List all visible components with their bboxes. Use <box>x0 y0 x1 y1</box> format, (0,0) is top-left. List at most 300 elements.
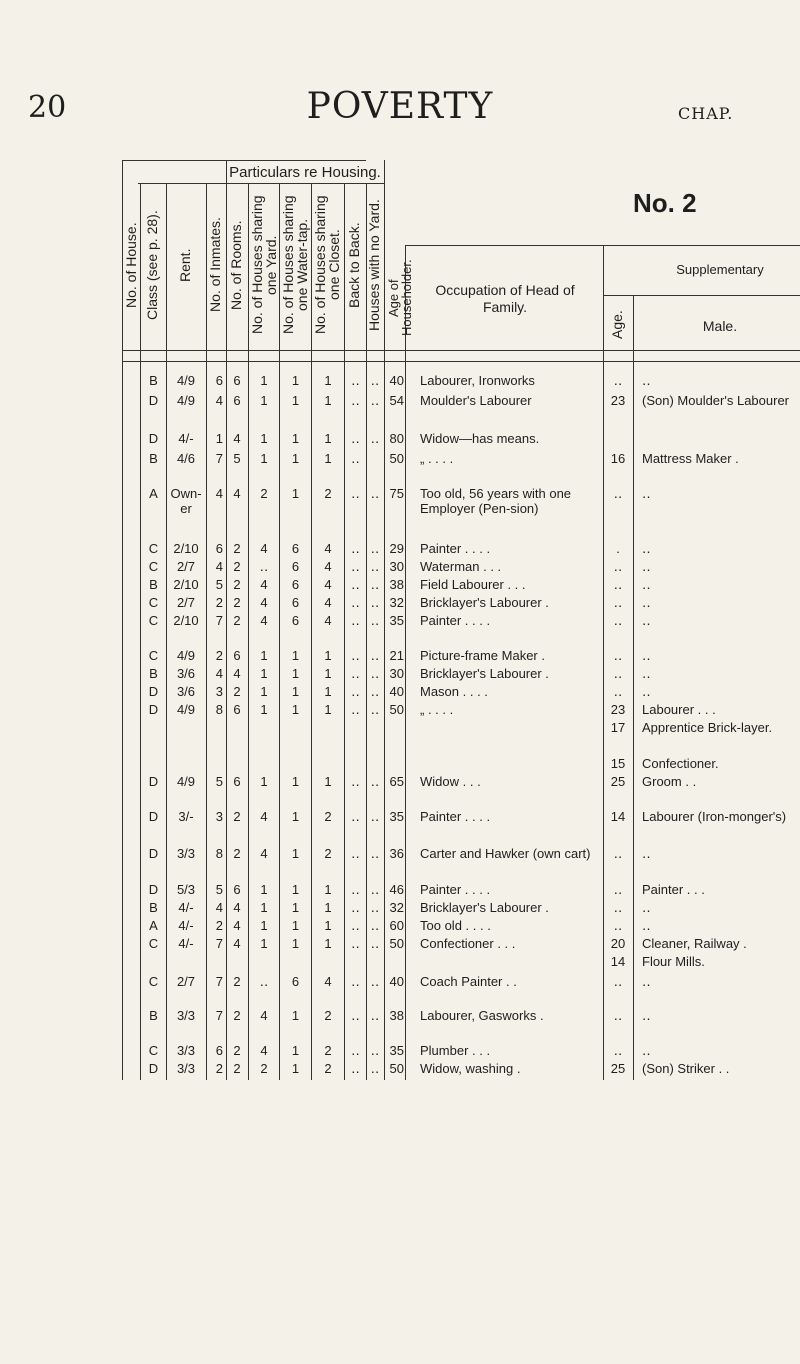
cell-sage: ‥ <box>613 846 623 861</box>
cell-cls: C <box>148 648 159 663</box>
cell-rent: Own-er <box>170 486 202 516</box>
cell-inm: 2 <box>215 595 223 610</box>
cell-bb: ‥ <box>351 774 360 789</box>
cell-age: 30 <box>389 559 404 574</box>
cell-sage: ‥ <box>613 974 623 989</box>
cell-yard: 4 <box>260 809 268 824</box>
col-rule-5 <box>226 160 227 1080</box>
cell-male: ‥ <box>642 1008 651 1023</box>
cell-ny: ‥ <box>370 613 380 628</box>
cell-ny: ‥ <box>370 393 380 408</box>
cell-occ: Too old . . . . <box>420 918 491 933</box>
cell-inm: 7 <box>215 451 223 466</box>
cell-ny: ‥ <box>370 684 380 699</box>
cell-rent: 2/7 <box>176 595 196 610</box>
cell-cls: D <box>148 809 159 824</box>
cell-clo: 4 <box>324 577 332 592</box>
cell-rent: 3/3 <box>176 1008 196 1023</box>
cell-rent: 2/10 <box>173 541 199 556</box>
cell-yard: 1 <box>260 451 268 466</box>
cell-ny: ‥ <box>370 882 380 897</box>
cell-inm: 4 <box>215 393 223 408</box>
cell-clo: 2 <box>324 846 332 861</box>
cell-rent: 2/10 <box>173 613 199 628</box>
cell-tap: 1 <box>291 1061 300 1076</box>
cell-occ: Coach Painter . . <box>420 974 517 989</box>
cell-rooms: 2 <box>233 846 241 861</box>
cell-clo: 2 <box>324 1008 332 1023</box>
cell-ny: ‥ <box>370 486 380 501</box>
cell-sage: ‥ <box>613 577 623 592</box>
cell-inm: 5 <box>215 882 223 897</box>
cell-age: 60 <box>389 918 404 933</box>
cell-occ: Picture-frame Maker . <box>420 648 545 663</box>
cell-age: 80 <box>389 431 404 446</box>
cell-inm: 2 <box>215 1061 223 1076</box>
cell-bb: ‥ <box>351 613 360 628</box>
cell-rent: 2/7 <box>176 974 196 989</box>
cell-yard: 1 <box>260 774 268 789</box>
cell-cls: C <box>148 936 159 951</box>
cell-yard: 2 <box>260 1061 268 1076</box>
cell-inm: 6 <box>215 1043 223 1058</box>
cell-age: 29 <box>389 541 404 556</box>
cell-yard: 4 <box>260 577 268 592</box>
cell-male: Apprentice Brick-layer. <box>642 720 773 735</box>
cell-cls: D <box>148 431 159 446</box>
cell-tap: 1 <box>291 486 300 501</box>
cell-occ: Field Labourer . . . <box>420 577 526 592</box>
cell-rooms: 6 <box>233 373 241 388</box>
cell-cls: B <box>149 666 158 681</box>
cell-rooms: 6 <box>233 393 241 408</box>
cell-male: ‥ <box>642 613 651 628</box>
cell-ny: ‥ <box>370 1043 380 1058</box>
cell-yard: 1 <box>260 936 268 951</box>
cell-tap: 1 <box>291 900 300 915</box>
cell-male: ‥ <box>642 559 651 574</box>
header-supp-age: Age. <box>609 310 625 340</box>
cell-ny: ‥ <box>370 431 380 446</box>
cell-sage: 14 <box>610 809 626 824</box>
cell-occ: „ . . . . <box>420 451 454 466</box>
cell-tap: 1 <box>291 774 300 789</box>
cell-yard: 1 <box>260 431 268 446</box>
cell-bb: ‥ <box>351 1043 360 1058</box>
cell-occ: Painter . . . . <box>420 613 491 628</box>
cell-rent: 2/10 <box>173 577 199 592</box>
cell-rent: 3/3 <box>176 1043 196 1058</box>
cell-sage: ‥ <box>613 1043 623 1058</box>
cell-cls: C <box>148 974 159 989</box>
cell-male: Cleaner, Railway . <box>642 936 747 951</box>
cell-bb: ‥ <box>351 809 360 824</box>
cell-tap: 1 <box>291 702 300 717</box>
cell-male: Flour Mills. <box>642 954 705 969</box>
cell-sage: 25 <box>610 1061 626 1076</box>
cell-yard: 4 <box>260 613 268 628</box>
cell-inm: 2 <box>215 918 223 933</box>
cell-tap: 6 <box>291 577 300 592</box>
cell-cls: C <box>148 595 159 610</box>
cell-yard: 1 <box>260 900 268 915</box>
header-inmates: No. of Inmates. <box>207 217 223 313</box>
cell-clo: 1 <box>324 648 332 663</box>
cell-sage: 20 <box>610 936 626 951</box>
cell-male: ‥ <box>642 900 651 915</box>
cell-rooms: 2 <box>233 595 241 610</box>
cell-cls: C <box>148 1043 159 1058</box>
cell-clo: 4 <box>324 541 332 556</box>
cell-age: 32 <box>389 595 404 610</box>
cell-occ: Widow—has means. <box>420 431 540 446</box>
cell-yard: 1 <box>260 918 268 933</box>
cell-cls: B <box>149 1008 158 1023</box>
cell-tap: 1 <box>291 936 300 951</box>
cell-age: 32 <box>389 900 404 915</box>
cell-occ: Carter and Hawker (own cart) <box>420 846 591 861</box>
cell-clo: 4 <box>324 559 332 574</box>
cell-ny: ‥ <box>370 936 380 951</box>
cell-male: ‥ <box>642 666 651 681</box>
cell-rooms: 4 <box>233 900 241 915</box>
cell-yard: ‥ <box>259 559 269 574</box>
cell-inm: 3 <box>215 684 223 699</box>
cell-bb: ‥ <box>351 577 360 592</box>
cell-yard: 1 <box>260 666 268 681</box>
cell-clo: 1 <box>324 393 332 408</box>
cell-bb: ‥ <box>351 666 360 681</box>
cell-yard: 4 <box>260 595 268 610</box>
cell-rent: 3/3 <box>176 846 196 861</box>
cell-male: Painter . . . <box>642 882 705 897</box>
table-number: No. 2 <box>633 188 697 218</box>
cell-sage: ‥ <box>613 613 623 628</box>
cell-clo: 2 <box>324 1061 332 1076</box>
cell-inm: 5 <box>215 577 223 592</box>
cell-sage: 23 <box>610 393 626 408</box>
cell-rent: 4/6 <box>176 451 196 466</box>
header-supplementary: Supplementary <box>676 262 764 277</box>
cell-rooms: 2 <box>233 974 241 989</box>
cell-yard: 4 <box>260 846 268 861</box>
cell-age: 36 <box>389 846 404 861</box>
cell-rent: 4/9 <box>176 393 196 408</box>
cell-sage: ‥ <box>613 666 623 681</box>
cell-rooms: 2 <box>233 1061 241 1076</box>
cell-rooms: 2 <box>233 1043 241 1058</box>
cell-sage: ‥ <box>613 559 623 574</box>
cell-cls: D <box>148 882 159 897</box>
cell-occ: Moulder's Labourer <box>420 393 532 408</box>
cell-sage: ‥ <box>613 373 623 388</box>
cell-rent: 4/9 <box>176 702 196 717</box>
cell-clo: 1 <box>324 918 332 933</box>
cell-cls: B <box>149 451 158 466</box>
cell-cls: D <box>148 846 159 861</box>
cell-age: 40 <box>389 974 404 989</box>
cell-occ: Plumber . . . <box>420 1043 491 1058</box>
cell-inm: 7 <box>215 974 223 989</box>
cell-male: ‥ <box>642 918 651 933</box>
cell-rent: 4/- <box>178 936 194 951</box>
cell-yard: 4 <box>260 1008 268 1023</box>
cell-male: ‥ <box>642 541 651 556</box>
cell-bb: ‥ <box>351 900 360 915</box>
cell-rent: 2/7 <box>176 559 196 574</box>
cell-age: 35 <box>389 613 404 628</box>
cell-tap: 6 <box>291 974 300 989</box>
cell-age: 50 <box>389 936 404 951</box>
cell-occ: Widow . . . <box>420 774 481 789</box>
cell-age: 35 <box>389 1043 404 1058</box>
cell-cls: D <box>148 774 159 789</box>
cell-occ: Bricklayer's Labourer . <box>420 900 549 915</box>
cell-ny: ‥ <box>370 1061 380 1076</box>
cell-sage: 17 <box>610 720 626 735</box>
cell-sage: 15 <box>610 756 626 771</box>
cell-ny: ‥ <box>370 774 380 789</box>
cell-male: ‥ <box>642 595 651 610</box>
header-yard: No. of Houses sharing one Yard. <box>249 195 279 335</box>
cell-rooms: 5 <box>233 451 241 466</box>
page-number: 20 <box>28 90 67 125</box>
header-occupation: Occupation of Head of Family. <box>435 282 575 315</box>
cell-tap: 1 <box>291 846 300 861</box>
cell-male: Mattress Maker . <box>642 451 739 466</box>
cell-rent: 4/9 <box>176 373 196 388</box>
cell-rent: 3/- <box>178 809 194 824</box>
cell-cls: D <box>148 393 159 408</box>
cell-bb: ‥ <box>351 936 360 951</box>
cell-bb: ‥ <box>351 451 360 466</box>
cell-tap: 1 <box>291 451 300 466</box>
cell-rent: 3/6 <box>176 684 196 699</box>
cell-cls: D <box>148 702 159 717</box>
cell-rent: 4/9 <box>176 648 196 663</box>
cell-inm: 6 <box>215 541 223 556</box>
cell-sage: ‥ <box>613 684 623 699</box>
cell-tap: 1 <box>291 648 300 663</box>
header-rooms: No. of Rooms. <box>228 220 244 310</box>
cell-bb: ‥ <box>351 702 360 717</box>
cell-tap: 1 <box>291 882 300 897</box>
cell-bb: ‥ <box>351 595 360 610</box>
cell-male: ‥ <box>642 373 651 388</box>
cell-yard: 2 <box>260 486 268 501</box>
cell-rooms: 2 <box>233 613 241 628</box>
cell-ny: ‥ <box>370 559 380 574</box>
header-particulars: Particulars re Housing. <box>229 164 381 181</box>
cell-age: 54 <box>389 393 404 408</box>
cell-yard: 1 <box>260 373 268 388</box>
cell-occ: Painter . . . . <box>420 882 491 897</box>
cell-ny: ‥ <box>370 666 380 681</box>
cell-age: 40 <box>389 684 404 699</box>
cell-sage: ‥ <box>613 595 623 610</box>
cell-age: 75 <box>389 486 404 501</box>
cell-tap: 6 <box>291 541 300 556</box>
cell-bb: ‥ <box>351 559 360 574</box>
cell-ny: ‥ <box>370 595 380 610</box>
cell-cls: A <box>149 918 158 933</box>
cell-bb: ‥ <box>351 846 360 861</box>
cell-sage: . <box>616 541 620 556</box>
rule-header-bottom <box>122 350 800 351</box>
cell-male: ‥ <box>642 1043 651 1058</box>
cell-clo: 4 <box>324 613 332 628</box>
cell-inm: 4 <box>215 486 223 501</box>
cell-tap: 1 <box>291 918 300 933</box>
header-male: Male. <box>702 318 738 334</box>
cell-rooms: 4 <box>233 936 241 951</box>
cell-age: 30 <box>389 666 404 681</box>
cell-rooms: 4 <box>233 666 241 681</box>
cell-age: 40 <box>389 373 404 388</box>
cell-clo: 1 <box>324 882 332 897</box>
cell-clo: 4 <box>324 974 332 989</box>
cell-rent: 3/6 <box>176 666 196 681</box>
cell-age: 38 <box>389 1008 404 1023</box>
cell-male: ‥ <box>642 684 651 699</box>
cell-clo: 2 <box>324 486 332 501</box>
cell-inm: 4 <box>215 666 223 681</box>
cell-bb: ‥ <box>351 373 360 388</box>
cell-sage: ‥ <box>613 900 623 915</box>
cell-clo: 2 <box>324 1043 332 1058</box>
header-no-house: No. of House. <box>123 222 139 308</box>
cell-clo: 1 <box>324 936 332 951</box>
cell-age: 65 <box>389 774 404 789</box>
cell-male: ‥ <box>642 846 651 861</box>
cell-occ: Confectioner . . . <box>420 936 516 951</box>
cell-yard: 1 <box>260 648 268 663</box>
cell-tap: 1 <box>291 1043 300 1058</box>
cell-rooms: 2 <box>233 809 241 824</box>
cell-sage: ‥ <box>613 882 623 897</box>
cell-inm: 3 <box>215 809 223 824</box>
cell-bb: ‥ <box>351 684 360 699</box>
cell-age: 35 <box>389 809 404 824</box>
cell-clo: 1 <box>324 451 332 466</box>
header-class: Class (see p. 28). <box>144 210 160 320</box>
cell-male: (Son) Striker . . <box>642 1061 730 1076</box>
cell-yard: 1 <box>260 393 268 408</box>
cell-inm: 5 <box>215 774 223 789</box>
cell-clo: 1 <box>324 666 332 681</box>
cell-ny: ‥ <box>370 373 380 388</box>
cell-ny: ‥ <box>370 648 380 663</box>
cell-cls: B <box>149 373 158 388</box>
cell-cls: C <box>148 613 159 628</box>
cell-male: ‥ <box>642 486 651 501</box>
cell-inm: 8 <box>215 846 223 861</box>
cell-inm: 7 <box>215 1008 223 1023</box>
cell-cls: B <box>149 900 158 915</box>
cell-rooms: 6 <box>233 702 241 717</box>
rule-header-bottom-2 <box>122 361 800 362</box>
cell-ny: ‥ <box>370 900 380 915</box>
cell-inm: 4 <box>215 559 223 574</box>
cell-male: Groom . . <box>642 774 697 789</box>
cell-sage: ‥ <box>613 486 623 501</box>
cell-cls: B <box>149 577 158 592</box>
header-back-to-back: Back to Back. <box>346 222 362 308</box>
header-closet: No. of Houses sharing one Closet. <box>312 195 342 335</box>
cell-clo: 1 <box>324 431 332 446</box>
header-householder-age: Age of Householder. <box>386 259 414 337</box>
cell-inm: 6 <box>215 373 223 388</box>
cell-occ: Mason . . . . <box>420 684 488 699</box>
cell-tap: 6 <box>291 559 300 574</box>
cell-bb: ‥ <box>351 431 360 446</box>
cell-inm: 8 <box>215 702 223 717</box>
cell-male: Labourer (Iron-monger's) <box>642 809 787 824</box>
cell-occ: Widow, washing . <box>420 1061 521 1076</box>
cell-bb: ‥ <box>351 918 360 933</box>
cell-male: (Son) Moulder's Labourer <box>642 393 789 408</box>
cell-rooms: 4 <box>233 918 241 933</box>
cell-male: Labourer . . . <box>642 702 716 717</box>
chapter-label: CHAP. <box>678 104 734 123</box>
cell-yard: 1 <box>260 684 268 699</box>
cell-rent: 3/3 <box>176 1061 196 1076</box>
header-water-tap: No. of Houses sharing one Water-tap. <box>280 195 310 335</box>
cell-age: 46 <box>389 882 404 897</box>
page-title: POVERTY <box>306 86 494 127</box>
cell-occ: „ . . . . <box>420 702 454 717</box>
col-rule-12 <box>405 245 406 1080</box>
cell-tap: 6 <box>291 595 300 610</box>
rule-top-particulars <box>122 160 366 161</box>
cell-inm: 1 <box>215 431 223 446</box>
cell-rooms: 2 <box>233 559 241 574</box>
header-no-yard: Houses with no Yard. <box>366 199 382 331</box>
cell-occ: Labourer, Ironworks <box>420 373 535 388</box>
cell-rent: 4/- <box>178 900 194 915</box>
cell-tap: 1 <box>291 684 300 699</box>
cell-ny: ‥ <box>370 1008 380 1023</box>
cell-cls: D <box>148 1061 159 1076</box>
cell-occ: Bricklayer's Labourer . <box>420 666 549 681</box>
cell-inm: 2 <box>215 648 223 663</box>
cell-inm: 4 <box>215 900 223 915</box>
cell-male: Confectioner. <box>642 756 719 771</box>
cell-ny: ‥ <box>370 974 380 989</box>
cell-rent: 4/- <box>178 918 194 933</box>
cell-bb: ‥ <box>351 882 360 897</box>
cell-rent: 4/9 <box>176 774 196 789</box>
cell-age: 50 <box>389 702 404 717</box>
cell-cls: A <box>149 486 158 501</box>
cell-tap: 1 <box>291 393 300 408</box>
cell-tap: 1 <box>291 373 300 388</box>
cell-occ: Bricklayer's Labourer . <box>420 595 549 610</box>
cell-tap: 6 <box>291 613 300 628</box>
cell-rooms: 6 <box>233 882 241 897</box>
rule-under-particulars <box>138 183 384 184</box>
cell-bb: ‥ <box>351 974 360 989</box>
cell-clo: 4 <box>324 595 332 610</box>
cell-male: ‥ <box>642 974 651 989</box>
cell-sage: 23 <box>610 702 626 717</box>
cell-age: 50 <box>389 1061 404 1076</box>
cell-rooms: 6 <box>233 648 241 663</box>
cell-clo: 1 <box>324 373 332 388</box>
cell-cls: C <box>148 541 159 556</box>
cell-bb: ‥ <box>351 393 360 408</box>
cell-inm: 7 <box>215 613 223 628</box>
